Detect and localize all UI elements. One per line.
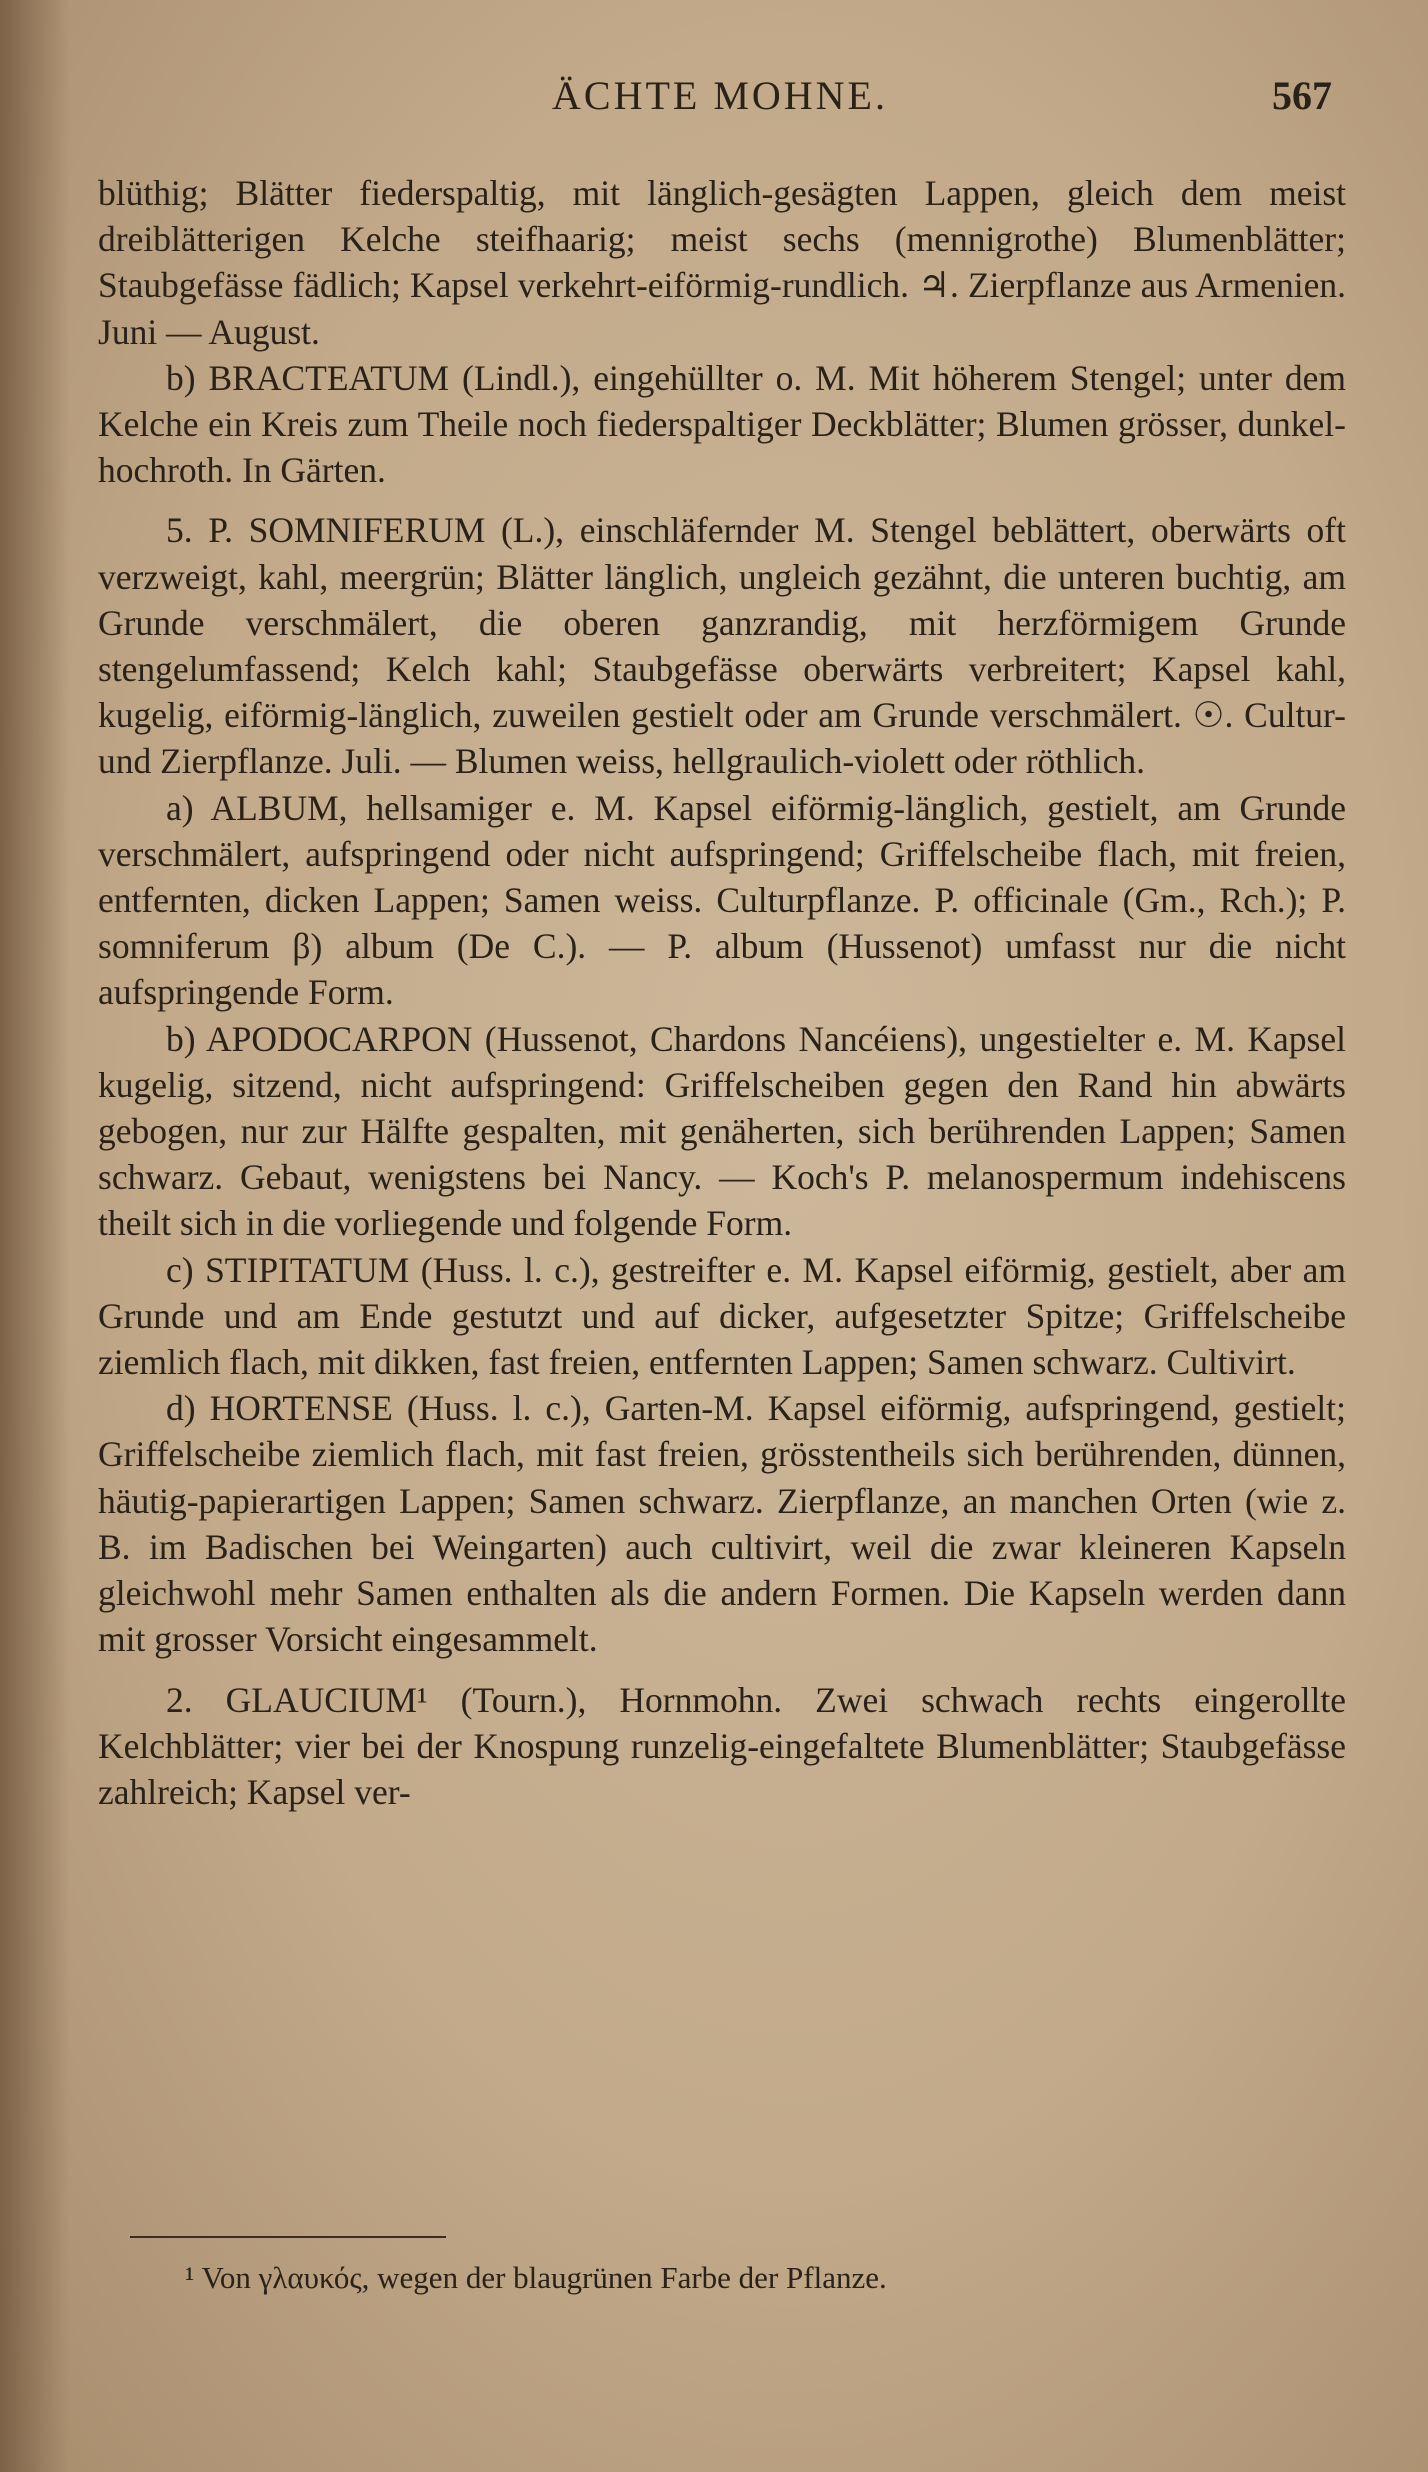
page-header (100, 72, 1340, 132)
footnote-divider (130, 2236, 446, 2238)
page-number: 567 (1272, 73, 1332, 118)
paragraph-hortense: d) HORTENSE (Huss. l. c.), Garten-M. Kapsel eiförmig, aufspringend, gestielt; Griffelscheibe ziemlich flach, mit fast freien, grösstentheils sich berührenden, dünnen, häutig-papierartigen Lappen; Samen schwarz. Zierpflanze, an manchen Orten (wie z. B. im Badischen bei Weingarten) auch cultivirt, weil die zwar kleineren Kapseln gleichwohl mehr Samen enthalten als die andern Formen. Die Kapseln werden dann mit grosser Vorsicht eingesammelt. (98, 1388, 1346, 1660)
paragraph-glaucium: 2. GLAUCIUM¹ (Tourn.), Hornmohn. Zwei schwach rechts eingerollte Kelchblätter; vier bei der Knospung runzelig-eingefaltete Blumenblätter; Staubgefässe zahlreich; Kapsel ver- (98, 1679, 1346, 1812)
paragraph-stipitatum: c) STIPITATUM (Huss. l. c.), gestreifter e. M. Kapsel eiförmig, gestielt, aber am Grunde und am Ende gestutzt und auf dicker, aufgesetzter Spitze; Griffelscheibe ziemlich flach, mit dikken, fast freien, entfernten Lappen; Samen schwarz. Cultivirt. (98, 1249, 1346, 1383)
paragraph-album: a) ALBUM, hellsamiger e. M. Kapsel eiförmig-länglich, gestielt, am Grunde verschmälert, aufspringend oder nicht aufspringend; Griffelscheibe flach, mit freien, entfernten, dicken Lappen; Samen weiss. Culturpflanze. P. officinale (Gm., Rch.); P. somniferum β) album (De C.). — P. album (Hussenot) umfasst nur die nicht aufspringende Form. (98, 787, 1346, 1013)
page-shadow-edge (0, 0, 70, 2472)
paragraph-somniferum: 5. P. SOMNIFERUM (L.), einschläfernder M. Stengel beblättert, oberwärts oft verzweigt, kahl, meergrün; Blätter länglich, ungleich gezähnt, die unteren buchtig, am Grunde verschmälert, die oberen ganzrandig, mit herzförmigem Grunde stengelumfassend; Kelch kahl; Staubgefässe oberwärts verbreitert; Kapsel kahl, kugelig, eiförmig-länglich, zuweilen gestielt oder am Grunde verschmälert. ☉. Cultur- und Zierpflanze. Juli. — Blumen weiss, hellgraulich-violett oder röthlich. (98, 510, 1346, 782)
paragraph-apodocarpon: b) APODOCARPON (Hussenot, Chardons Nancéiens), ungestielter e. M. Kapsel kugelig, sitzend, nicht aufspringend: Griffelscheiben gegen den Rand hin abwärts gebogen, nur zur Hälfte gespalten, mit genäherten, sich berührenden Lappen; Samen schwarz. Gebaut, wenigstens bei Nancy. — Koch's P. melanospermum indehiscens theilt sich in die vorliegende und folgende Form. (98, 1018, 1346, 1244)
body-text (98, 170, 1346, 1815)
paragraph-bracteatum: b) BRACTEATUM (Lindl.), eingehüllter o. M. Mit höherem Stengel; unter dem Kelche ein Kreis zum Theile noch fiederspaltiger Deckblätter; Blumen grösser, dunkel-hochroth. In Gärten. (98, 357, 1346, 491)
paragraph-continuation: blüthig; Blätter fiederspaltig, mit länglich-gesägten Lappen, gleich dem meist dreiblätterigen Kelche steifhaarig; meist sechs (mennigrothe) Blumenblätter; Staubgefässe fädlich; Kapsel verkehrt-eiförmig-rundlich. ♃. Zierpflanze aus Armenien. Juni — August. (98, 173, 1346, 352)
footnote: ¹ Von γλαυκός, wegen der blaugrünen Farbe der Pflanze. (185, 2260, 887, 2295)
running-title: ÄCHTE MOHNE. (552, 73, 888, 118)
